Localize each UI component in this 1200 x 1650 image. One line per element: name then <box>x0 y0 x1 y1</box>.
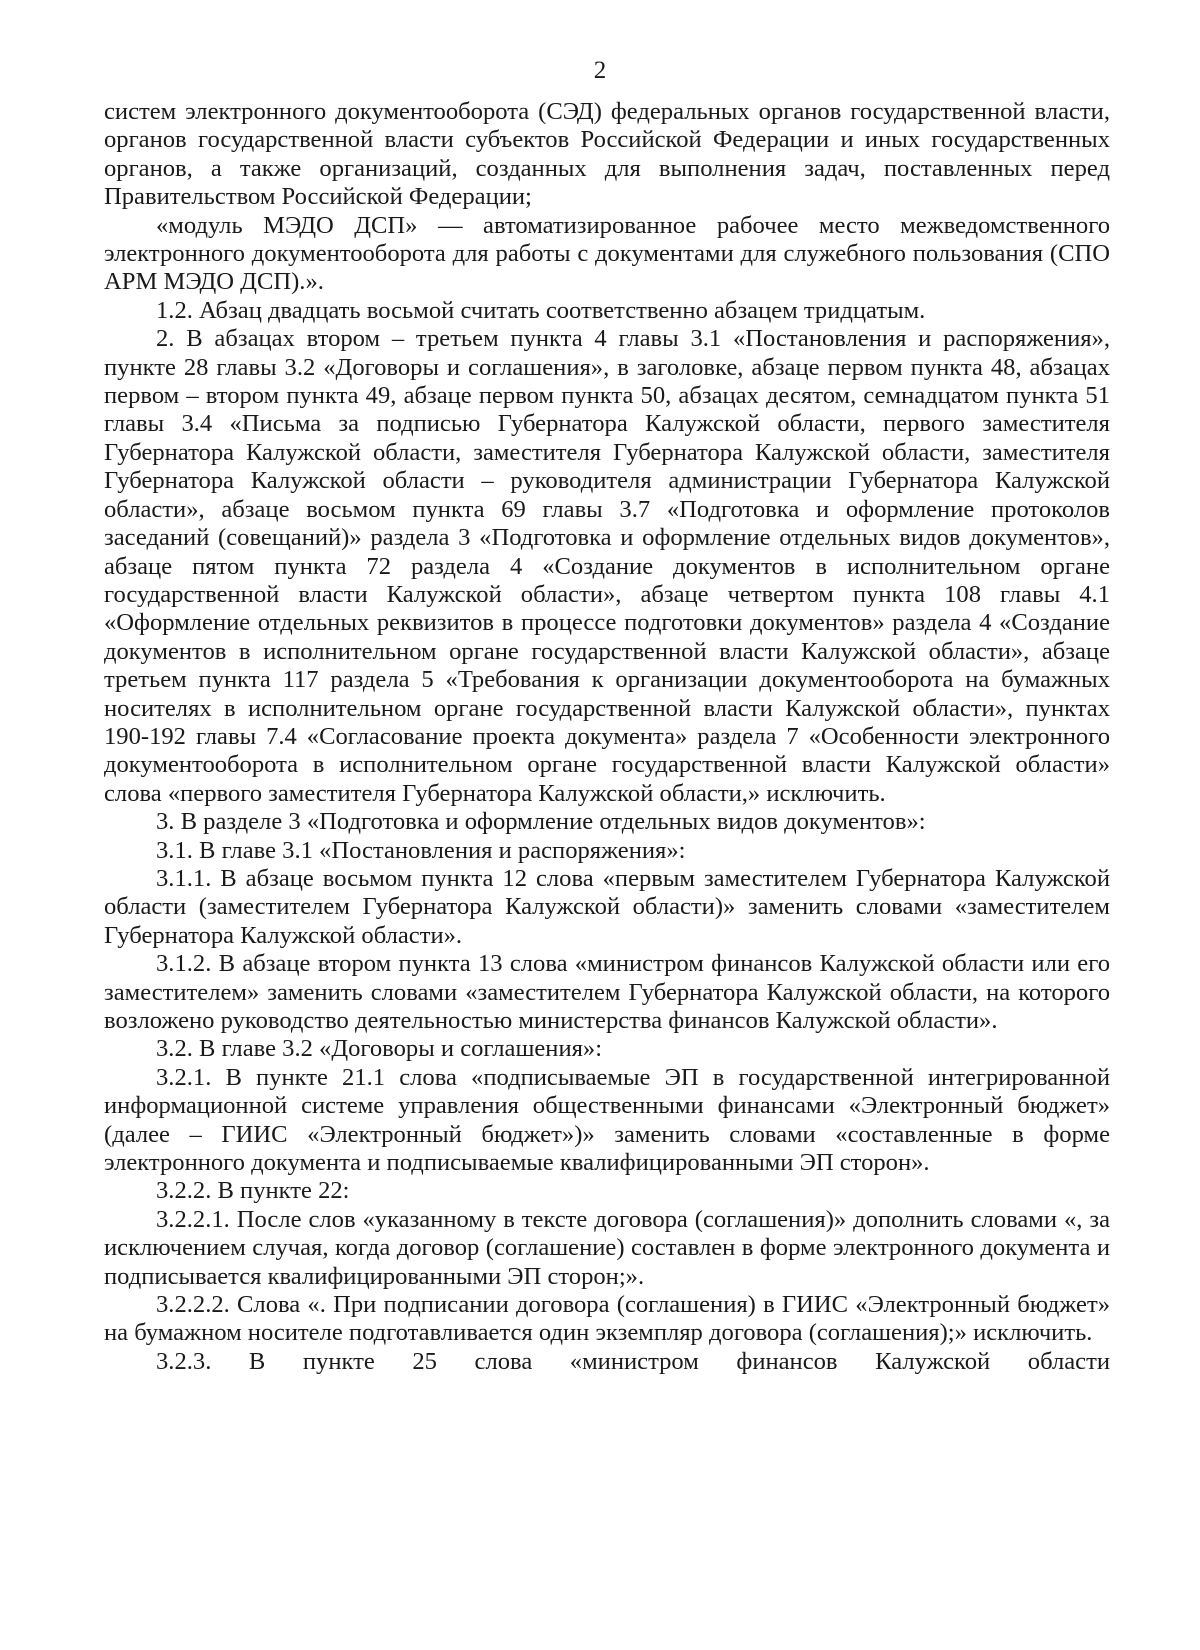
paragraph-3-1-1: 3.1.1. В абзаце восьмом пункта 12 слова «первым заместителем Губернатора Калужской области (заместителем Губернатора Калужской области)» заменить словами «заместителем Губернатора Калужской области». <box>104 864 1110 949</box>
paragraph-3-2-1: 3.2.1. В пункте 21.1 слова «подписываемые ЭП в государственной интегрированной информационной системе управления общественными финансами «Электронный бюджет» (далее – ГИИС «Электронный бюджет»)» заменить словами «составленные в форме электронного документа и подписываемые квалифицированными ЭП сторон». <box>104 1063 1110 1177</box>
document-body <box>104 98 1110 1376</box>
page-number: 2 <box>593 57 607 84</box>
paragraph-3-2: 3.2. В главе 3.2 «Договоры и соглашения»: <box>156 1035 603 1063</box>
paragraph-1-2: 1.2. Абзац двадцать восьмой считать соответственно абзацем тридцатым. <box>156 296 926 324</box>
paragraph-3-2-2: 3.2.2. В пункте 22: <box>156 1177 350 1205</box>
paragraph-3-1-2: 3.1.2. В абзаце втором пункта 13 слова «министром финансов Калужской области или его заместителем» заменить словами «заместителем Губернатора Калужской области, на которого возложено руководство деятельностью министерства финансов Калужской области». <box>104 950 1110 1034</box>
paragraph-3-2-2-1: 3.2.2.1. После слов «указанному в тексте договора (соглашения)» дополнить словами «, за исключением случая, когда договор (соглашение) составлен в форме электронного документа и подписывается квалифицированными ЭП сторон;». <box>104 1205 1110 1290</box>
paragraph-3: 3. В разделе 3 «Подготовка и оформление отдельных видов документов»: <box>156 808 926 836</box>
paragraph-sed-definition: систем электронного документооборота (СЭД) федеральных органов государственной власти, органов государственной власти субъектов Российской Федерации и иных государственных органов, а также организаций, созданных для выполнения задач, поставленных перед Правительством Российской Федерации; <box>104 98 1110 211</box>
paragraph-3-2-3: 3.2.3. В пункте 25 слова «министром финансов Калужской области <box>156 1347 1110 1375</box>
paragraph-3-2-2-2: 3.2.2.2. Слова «. При подписании договора (соглашения) в ГИИС «Электронный бюджет» на бумажном носителе подготавливается один экземпляр договора (соглашения);» исключить. <box>104 1291 1110 1347</box>
paragraph-medo-dsp-definition: «модуль МЭДО ДСП» — автоматизированное рабочее место межведомственного электронного документооборота для работы с документами для служебного пользования (СПО АРМ МЭДО ДСП).». <box>104 211 1110 296</box>
paragraph-2: 2. В абзацах втором – третьем пункта 4 главы 3.1 «Постановления и распоряжения», пункте 28 главы 3.2 «Договоры и соглашения», в заголовке, абзаце первом пункта 48, абзацах первом – втором пункта 49, абзаце первом пункта 50, абзацах десятом, семнадцатом пункта 51 главы 3.4 «Письма за подписью Губернатора Калужской области, первого заместителя Губернатора Калужской области, заместителя Губернатора Калужской области, заместителя Губернатора Калужской области – руководителя администрации Губернатора Калужской области», абзаце восьмом пункта 69 главы 3.7 «Подготовка и оформление протоколов заседаний (совещаний)» раздела 3 «Подготовка и оформление отдельных видов документов», абзаце пятом пункта 72 раздела 4 «Создание документов в исполнительном органе государственной власти Калужской области», абзаце четвертом пункта 108 главы 4.1 «Оформление отдельных реквизитов в процессе подготовки документов» раздела 4 «Создание документов в исполнительном органе государственной власти Калужской области», абзаце третьем пункта 117 раздела 5 «Требования к организации документооборота на бумажных носителях в исполнительном органе государственной власти Калужской области», пунктах 190-192 главы 7.4 «Согласование проекта документа» раздела 7 «Особенности электронного документооборота в исполнительном органе государственной власти Калужской области» слова «первого заместителя Губернатора Калужской области,» исключить. <box>104 325 1110 807</box>
paragraph-3-1: 3.1. В главе 3.1 «Постановления и распоряжения»: <box>156 836 686 864</box>
